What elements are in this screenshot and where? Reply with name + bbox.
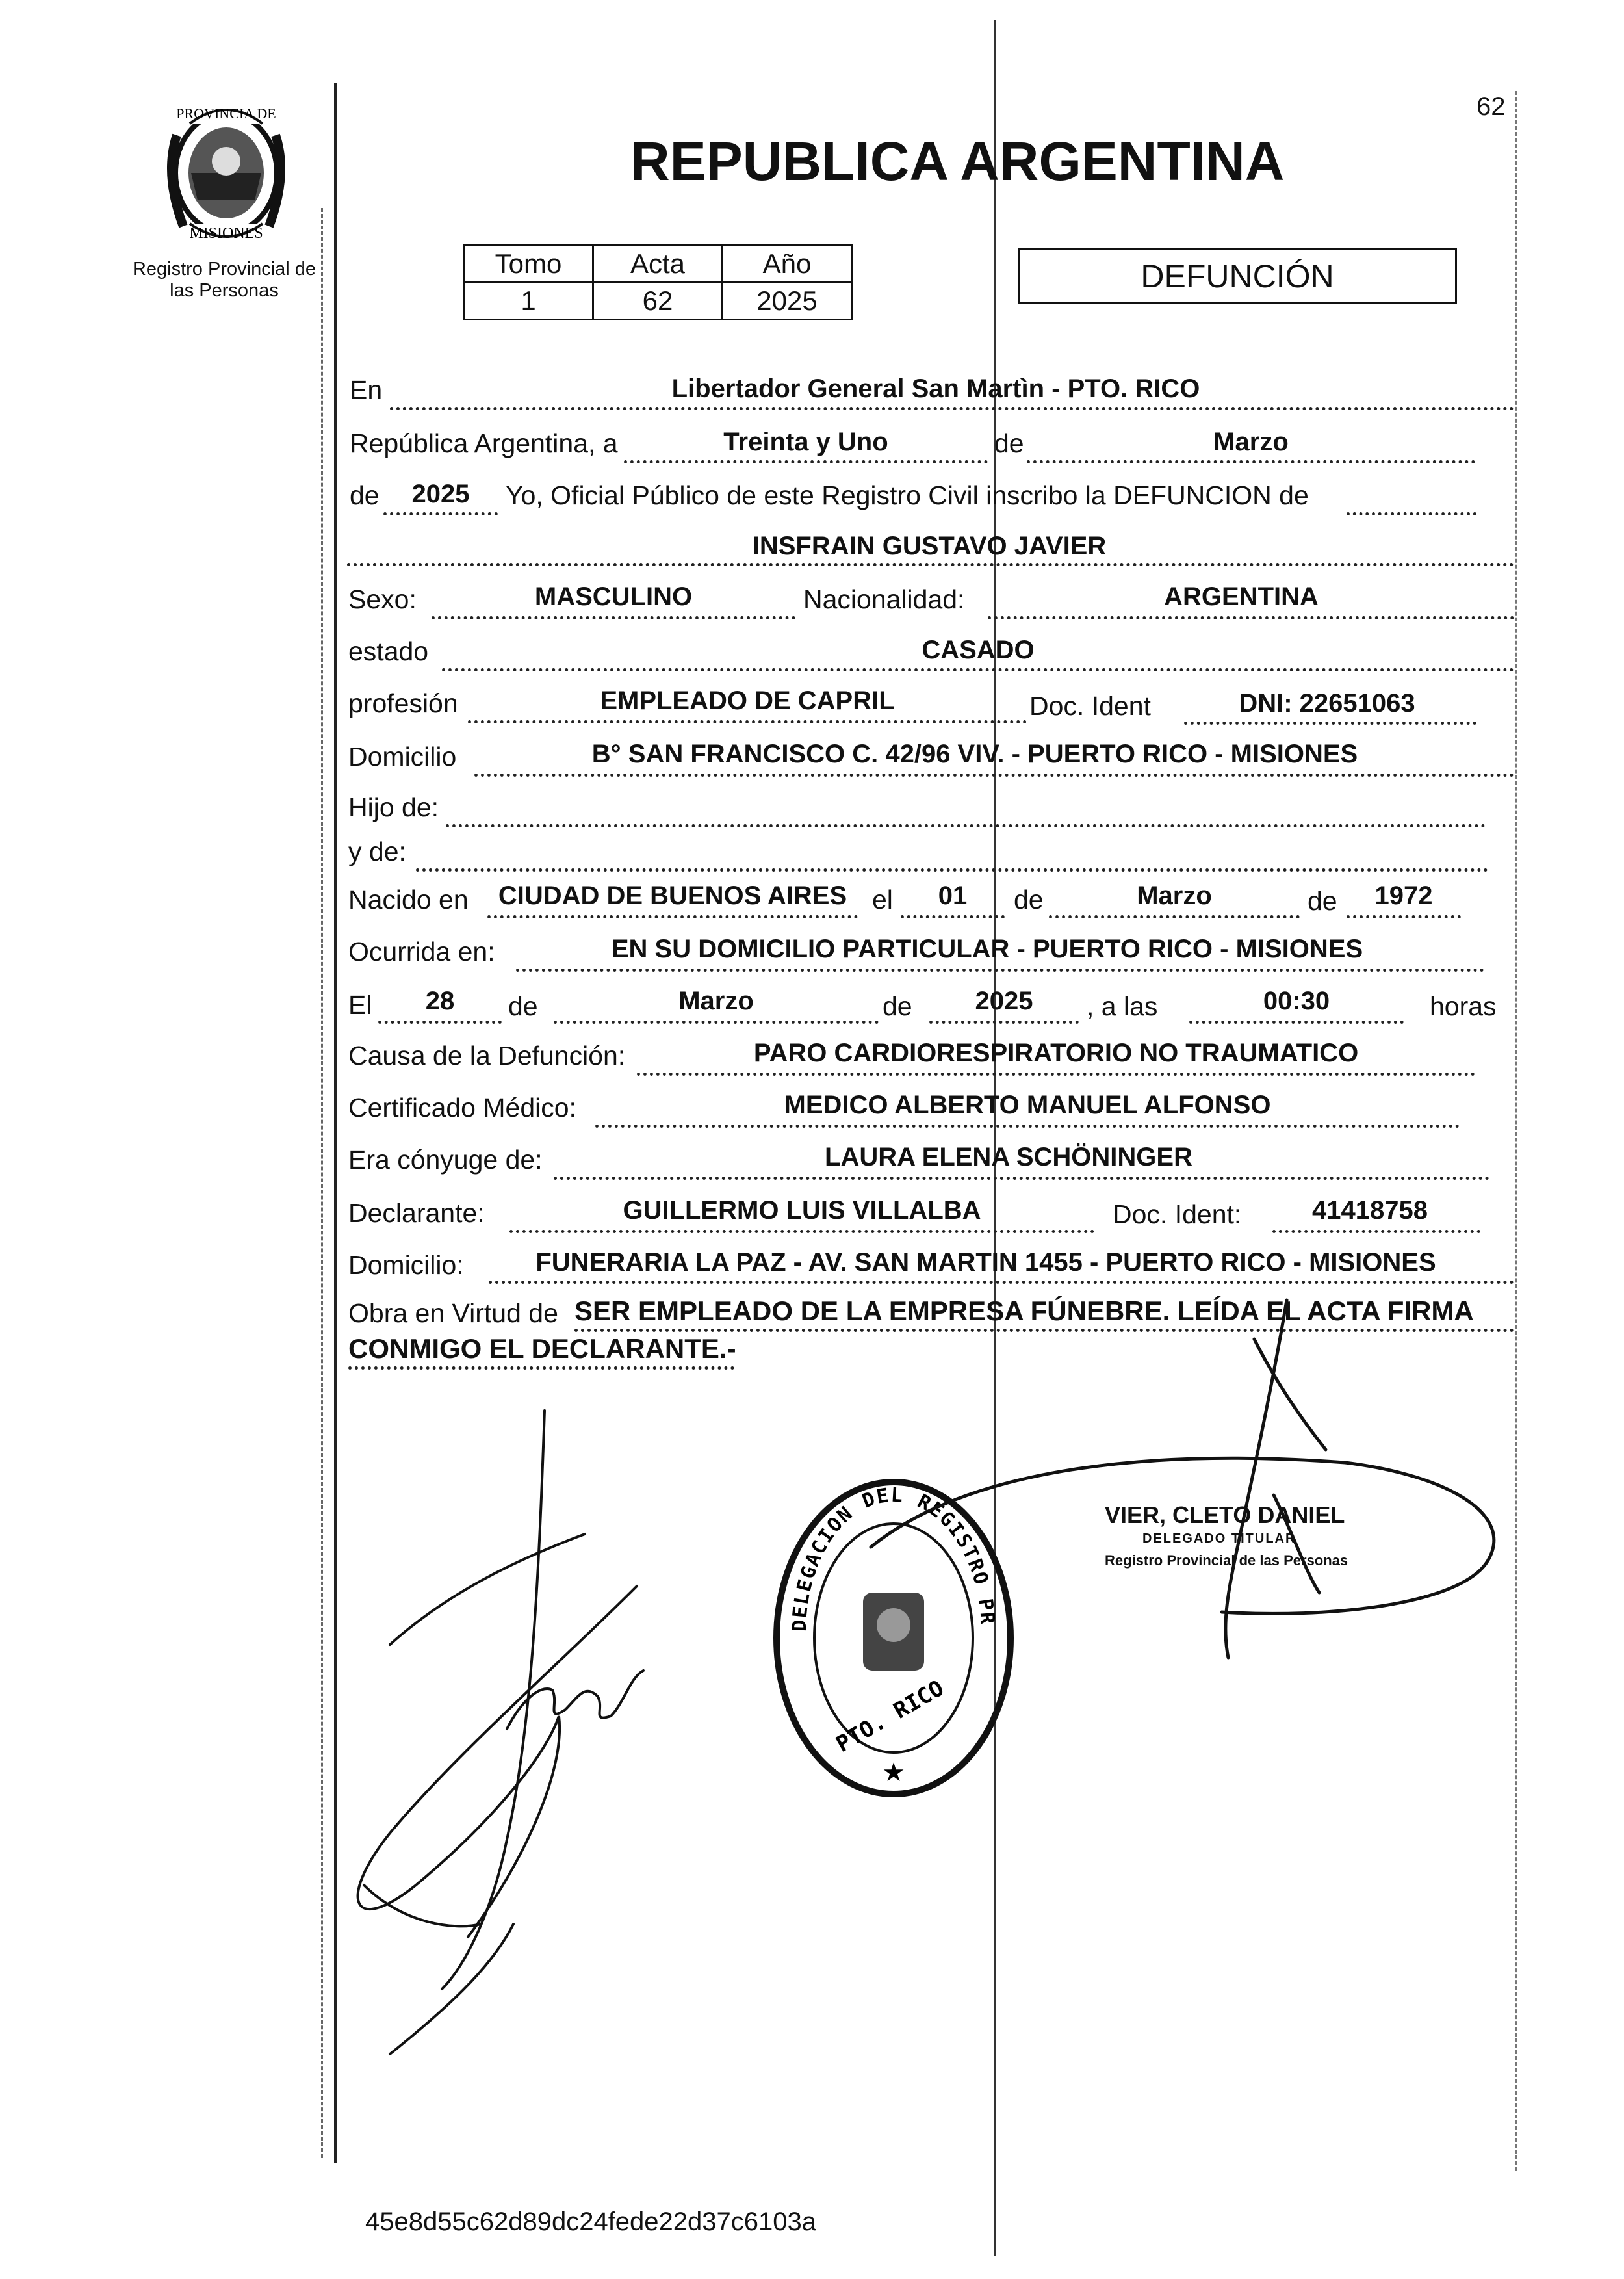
- nacido-label: Nacido en: [348, 885, 469, 915]
- nacido-de2-label: de: [1308, 886, 1337, 916]
- document-hash: 45e8d55c62d89dc24fede22d37c6103a: [365, 2207, 817, 2236]
- en-value: Libertador General San Martìn - PTO. RICO: [671, 374, 1200, 403]
- declarante-label: Declarante:: [348, 1198, 485, 1228]
- domicilio2-value: FUNERARIA LA PAZ - AV. SAN MARTIN 1455 - PUERTO RICO - MISIONES: [535, 1248, 1436, 1277]
- obra-label: Obra en Virtud de: [348, 1298, 558, 1328]
- record-header-acta: Acta: [593, 246, 723, 283]
- certificado-label: Certificado Médico:: [348, 1093, 576, 1123]
- official-signature: [871, 1300, 1494, 1658]
- en-label: En: [350, 375, 383, 405]
- page-title: REPUBLICA ARGENTINA: [630, 131, 1285, 192]
- doc2-value: 41418758: [1312, 1196, 1428, 1225]
- causa-label: Causa de la Defunción:: [348, 1041, 626, 1071]
- record-value-anio: 2025: [723, 283, 852, 320]
- hora-value: 00:30: [1263, 987, 1330, 1015]
- def-de2-label: de: [883, 991, 912, 1021]
- domicilio-label: Domicilio: [348, 742, 457, 772]
- seal-top-text: PROVINCIA DE: [176, 105, 276, 122]
- def-de1-label: de: [508, 991, 538, 1021]
- record-value-acta: 62: [593, 283, 723, 320]
- declarante-value: GUILLERMO LUIS VILLALBA: [623, 1196, 981, 1225]
- nacido-el-label: el: [872, 885, 893, 915]
- nacionalidad-value: ARGENTINA: [1164, 582, 1319, 611]
- obra-value-1: SER EMPLEADO DE LA EMPRESA FÚNEBRE. LEÍDA EL ACTA FIRMA: [574, 1296, 1474, 1326]
- doc-label: Doc. Ident: [1029, 691, 1151, 721]
- round-stamp-city: PTO. RICO: [831, 1675, 949, 1758]
- mes-value: Marzo: [1213, 428, 1289, 456]
- doc-value: DNI: 22651063: [1239, 689, 1415, 718]
- causa-value: PARO CARDIORESPIRATORIO NO TRAUMATICO: [753, 1039, 1359, 1067]
- svg-text:★: ★: [882, 1758, 905, 1788]
- nacido-mes: Marzo: [1137, 881, 1212, 910]
- record-value-tomo: 1: [464, 283, 593, 320]
- nacido-de1-label: de: [1014, 885, 1044, 915]
- estado-label: estado: [348, 636, 429, 666]
- profesion-value: EMPLEADO DE CAPRIL: [600, 686, 895, 715]
- alas-label: , a las: [1087, 991, 1158, 1021]
- round-stamp-text: DELEGACION DEL REGISTRO PR: [788, 1483, 999, 1632]
- domicilio-value: B° SAN FRANCISCO C. 42/96 VIV. - PUERTO RICO - MISIONES: [591, 740, 1358, 768]
- seal-bottom-text: MISIONES: [189, 225, 263, 242]
- nacido-dia: 01: [938, 881, 968, 910]
- ocurrida-value: EN SU DOMICILIO PARTICULAR - PUERTO RICO - MISIONES: [611, 935, 1363, 963]
- def-mes: Marzo: [678, 987, 754, 1015]
- certificado-value: MEDICO ALBERTO MANUEL ALFONSO: [784, 1091, 1271, 1119]
- nacido-anio: 1972: [1374, 881, 1433, 910]
- yde-label: y de:: [348, 837, 406, 866]
- estado-value: CASADO: [922, 636, 1035, 664]
- official-stamp-role: DELEGADO TITULAR: [1142, 1531, 1296, 1546]
- def-anio: 2025: [975, 987, 1033, 1015]
- anio-label: de: [350, 480, 380, 510]
- page-number: 62: [1476, 92, 1506, 121]
- def-el-label: El: [348, 990, 372, 1020]
- sexo-value: MASCULINO: [534, 582, 693, 611]
- anio-value: 2025: [411, 480, 470, 508]
- profesion-label: profesión: [348, 688, 458, 718]
- oficial-text: Yo, Oficial Público de este Registro Civil inscribo la DEFUNCION de: [506, 480, 1309, 510]
- horas-label: horas: [1430, 991, 1497, 1021]
- nombre-value: INSFRAIN GUSTAVO JAVIER: [752, 532, 1107, 560]
- de-label: de: [994, 428, 1024, 458]
- obra-value-2: CONMIGO EL DECLARANTE.-: [348, 1333, 736, 1364]
- official-stamp-org: Registro Provincial de las Personas: [1105, 1552, 1348, 1569]
- republica-label: República Argentina, a: [350, 428, 618, 458]
- sexo-label: Sexo:: [348, 584, 417, 614]
- domicilio2-label: Domicilio:: [348, 1250, 464, 1280]
- conyuge-value: LAURA ELENA SCHÖNINGER: [825, 1143, 1192, 1171]
- hijo-label: Hijo de:: [348, 792, 439, 822]
- declarant-signature: [358, 1411, 643, 2054]
- doc2-label: Doc. Ident:: [1113, 1199, 1242, 1229]
- record-header-anio: Año: [723, 246, 852, 283]
- conyuge-label: Era cónyuge de:: [348, 1145, 543, 1175]
- ocurrida-label: Ocurrida en:: [348, 937, 495, 967]
- record-header-tomo: Tomo: [464, 246, 593, 283]
- dia-value: Treinta y Uno: [723, 428, 888, 456]
- official-stamp-name: VIER, CLETO DANIEL: [1105, 1502, 1345, 1528]
- registry-label: Registro Provincial de las Personas: [132, 259, 316, 301]
- record-type-box: DEFUNCIÓN: [1018, 248, 1457, 304]
- def-dia: 28: [425, 987, 455, 1015]
- nacido-value: CIUDAD DE BUENOS AIRES: [498, 881, 847, 910]
- nacionalidad-label: Nacionalidad:: [803, 584, 965, 614]
